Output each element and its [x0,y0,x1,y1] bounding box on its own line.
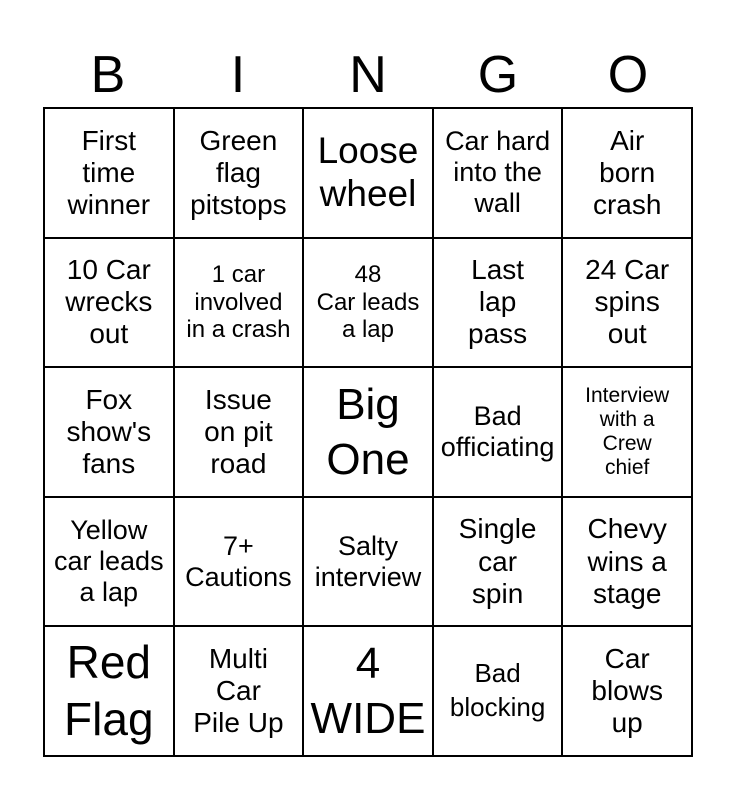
bingo-cell[interactable]: 7+ Cautions [174,497,304,627]
header-letter-g: G [477,46,519,104]
bingo-cell[interactable]: Issue on pit road [174,367,304,497]
bingo-cell[interactable]: Air born crash [562,108,692,238]
bingo-cell[interactable]: Bad blocking [433,626,563,756]
bingo-cell[interactable]: Chevy wins a stage [562,497,692,627]
bingo-grid [43,107,693,757]
bingo-cell[interactable]: 24 Car spins out [562,238,692,368]
bingo-cell[interactable]: Bad officiating [433,367,563,497]
bingo-cell[interactable]: Green flag pitstops [174,108,304,238]
bingo-cell[interactable]: Loose wheel [303,108,433,238]
bingo-cell[interactable]: Fox show's fans [44,367,174,497]
header-letter-o: O [607,46,649,104]
bingo-cell[interactable]: Salty interview [303,497,433,627]
bingo-cell[interactable]: Big One [303,367,433,497]
bingo-cell[interactable]: Multi Car Pile Up [174,626,304,756]
header-letter-i: I [230,46,246,104]
bingo-cell[interactable]: Interview with a Crew chief [562,367,692,497]
bingo-header [43,44,693,106]
bingo-cell[interactable]: Car blows up [562,626,692,756]
bingo-cell[interactable]: 48 Car leads a lap [303,238,433,368]
header-letter-n: N [349,46,387,104]
bingo-cell[interactable]: Car hard into the wall [433,108,563,238]
header-letter-b: B [90,46,126,104]
bingo-cell[interactable]: Single car spin [433,497,563,627]
bingo-cell[interactable]: 10 Car wrecks out [44,238,174,368]
bingo-cell[interactable]: Red Flag [44,626,174,756]
bingo-cell[interactable]: Yellow car leads a lap [44,497,174,627]
bingo-cell[interactable]: First time winner [44,108,174,238]
bingo-cell[interactable]: 4 WIDE [303,626,433,756]
bingo-cell[interactable]: Last lap pass [433,238,563,368]
bingo-cell[interactable]: 1 car involved in a crash [174,238,304,368]
